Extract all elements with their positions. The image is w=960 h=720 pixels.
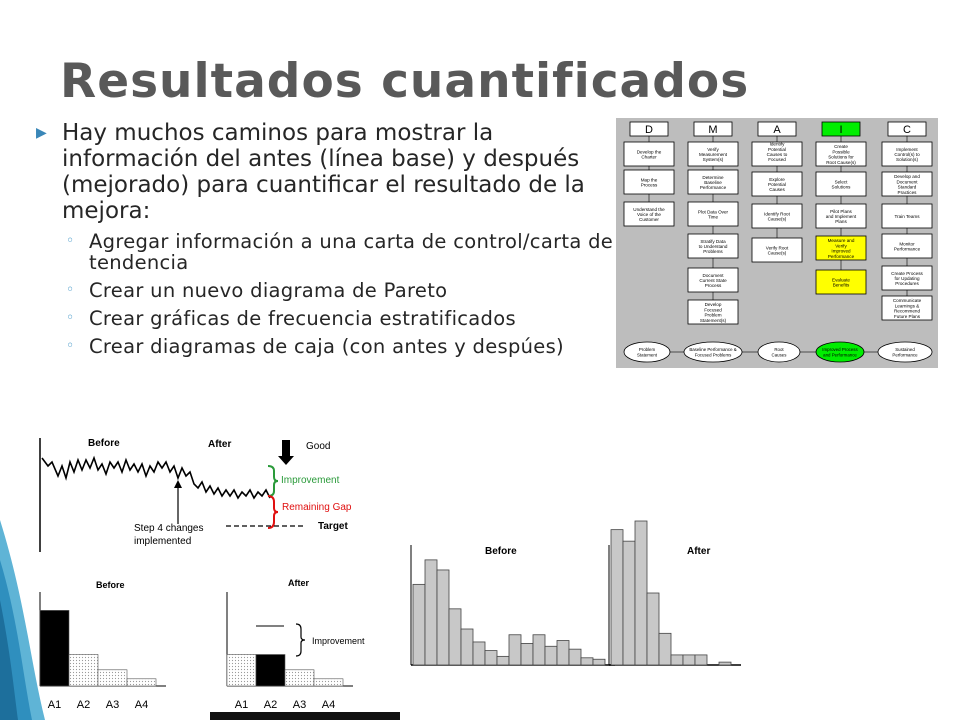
dmaic-flow-text: Improved Process: [822, 347, 858, 352]
main-bullet-text: Hay muchos caminos para mostrar la información del antes (línea base) y después (mejorado) para cuantificar el resultado de la mejora:: [62, 120, 585, 224]
trend-line: [42, 458, 270, 498]
dmaic-step-text: Explore: [769, 176, 785, 182]
hist-before-bar: [521, 643, 533, 665]
hist-after-bar: [659, 633, 671, 665]
dmaic-step-text: Identify: [769, 141, 785, 147]
dmaic-step-text: Root Cause(s): [826, 159, 856, 165]
dmaic-step-text: Benefits: [832, 282, 850, 288]
dmaic-step-text: Implement: [896, 146, 918, 152]
dmaic-step-text: Statement(s): [699, 317, 727, 323]
circle-bullet-icon: ◦: [66, 282, 75, 298]
dmaic-step-text: Possible: [832, 149, 850, 155]
good-arrow-icon: [278, 440, 294, 465]
dmaic-step-text: Baseline: [704, 180, 722, 185]
dmaic-step-text: Process: [704, 283, 722, 289]
pareto-after-category-label: A4: [321, 699, 336, 711]
improvement-brace: [268, 466, 278, 496]
dmaic-flow-text: Performance: [892, 352, 918, 358]
dmaic-step-text: Practices: [897, 189, 917, 195]
dmaic-step-text: Causes: [769, 187, 785, 193]
dmaic-step-text: Process: [640, 182, 658, 188]
dmaic-step-text: Procedures: [895, 281, 919, 287]
hist-after-bar: [635, 521, 647, 665]
pareto-before-category-label: A1: [47, 699, 62, 711]
dmaic-step-text: Learnings &: [894, 303, 920, 309]
hist-before-bar: [473, 642, 485, 665]
hist-before-chart: [411, 545, 615, 665]
dmaic-step-text: Cause(s): [767, 250, 787, 256]
dmaic-step-text: Time: [707, 214, 719, 220]
hist-after-bar: [719, 662, 731, 665]
dmaic-roadmap-diagram: [616, 118, 938, 368]
pareto-before-category-label: A3: [105, 699, 120, 711]
pareto-after-category-label: A2: [263, 699, 278, 711]
dmaic-flow-text: Focused Problems: [694, 352, 732, 358]
step-note-line2: implemented: [134, 536, 192, 547]
dmaic-step-text: Pilot Plans: [830, 208, 852, 214]
sub-bullet: [36, 280, 616, 301]
pareto-improvement-label: Improvement: [312, 636, 365, 646]
hist-after-title: After: [687, 546, 711, 557]
dmaic-flow-text: and Performance: [823, 352, 857, 358]
dmaic-step-text: Plot Data Over: [697, 209, 729, 215]
hist-before-bar: [437, 570, 449, 665]
dmaic-step-text: Standard: [897, 184, 917, 190]
dmaic-step-text: for Updating: [894, 276, 920, 281]
pareto-before-bar: [127, 679, 156, 686]
hist-before-bar: [533, 635, 545, 665]
dmaic-step-text: Performance: [827, 253, 855, 259]
dmaic-step-text: Measure and: [827, 238, 855, 244]
dmaic-phase-label: C: [903, 124, 911, 136]
sub-bullet: [36, 336, 616, 357]
dmaic-step-text: Future Plans: [893, 313, 921, 319]
dmaic-step-text: System(s): [702, 157, 724, 163]
dmaic-flow-text: Sustained: [895, 347, 915, 352]
hist-after-chart: [609, 521, 741, 665]
dmaic-step-text: Measurement: [698, 152, 728, 157]
pareto-after-chart: [227, 592, 353, 711]
dmaic-step-text: Develop and: [894, 174, 920, 180]
dmaic-step-text: Recommend: [893, 308, 921, 314]
dmaic-step-text: Develop the: [636, 149, 662, 155]
bullet-list: [36, 120, 616, 357]
pareto-after-category-label: A3: [292, 699, 307, 711]
dmaic-step-text: Customer: [639, 217, 659, 223]
hist-before-bar: [581, 658, 593, 665]
dmaic-step-text: Performance: [699, 185, 727, 191]
pareto-before-chart: [40, 592, 166, 711]
dmaic-step-text: Causes to: [766, 152, 788, 157]
dmaic-phase-label: M: [708, 124, 718, 136]
hist-before-bar: [413, 584, 425, 665]
dmaic-step-text: Determine: [702, 174, 724, 180]
hist-before-bar: [461, 629, 473, 665]
dmaic-step-text: Create: [834, 144, 848, 150]
pareto-improvement-brace: [296, 624, 305, 656]
hist-before-bar: [593, 659, 605, 665]
dmaic-step-text: Document: [702, 272, 724, 278]
arrow-bullet-icon: ▶: [36, 125, 47, 141]
dmaic-step-text: Solutions for: [828, 154, 854, 160]
dmaic-step-text: Verify: [707, 146, 719, 152]
dmaic-step-text: Problems: [703, 249, 723, 255]
slide-title: Resultados cuantificados: [60, 54, 750, 109]
pareto-charts: [30, 572, 375, 712]
remaining-gap-brace: [268, 496, 278, 528]
hist-after-bar: [695, 655, 707, 665]
dmaic-step-text: Charter: [641, 154, 657, 160]
hist-before-bar: [557, 641, 569, 665]
trend-before-label: Before: [88, 438, 120, 449]
dmaic-flow-text: Statement: [636, 352, 658, 358]
pareto-before-bar: [69, 655, 98, 687]
dmaic-step-text: Create Process: [891, 270, 923, 276]
dmaic-step-text: Potential: [768, 146, 786, 152]
dmaic-step-text: Document: [896, 179, 918, 185]
dmaic-step-text: Improved: [831, 248, 851, 254]
dmaic-step-text: Plans: [835, 219, 847, 225]
step-note-line1: Step 4 changes: [134, 523, 204, 534]
dmaic-step-text: Focused: [704, 307, 722, 313]
hist-before-bar: [449, 609, 461, 665]
dmaic-step-text: Train Teams: [894, 214, 920, 219]
dmaic-step-text: Stratify Data: [700, 238, 726, 244]
sub-bullet: [36, 231, 616, 273]
hist-after-bar: [671, 655, 683, 665]
dmaic-flow-text: Causes: [771, 352, 787, 358]
pareto-after-bar: [285, 670, 314, 686]
target-label: Target: [318, 521, 348, 532]
hist-after-bar: [611, 530, 623, 665]
sub-bullet-text: Crear gráficas de frecuencia estratificados: [89, 307, 516, 330]
dmaic-phase-label: D: [645, 124, 653, 136]
pareto-before-bar: [40, 610, 69, 686]
hist-before-bar: [425, 560, 437, 665]
trend-after-label: After: [208, 439, 232, 450]
dmaic-flow-text: Problem: [638, 347, 656, 352]
dmaic-flow-text: Root: [774, 347, 784, 352]
circle-bullet-icon: ◦: [66, 338, 75, 354]
pareto-after-bar: [256, 655, 285, 687]
dmaic-step-text: and Implement: [825, 214, 857, 219]
trend-chart: [36, 432, 376, 557]
circle-bullet-icon: ◦: [66, 310, 75, 326]
step-arrow-icon: [174, 480, 182, 488]
dmaic-step-text: Problem: [704, 312, 722, 318]
pareto-before-title: Before: [96, 580, 125, 590]
improvement-label: Improvement: [281, 475, 340, 486]
hist-before-bar: [485, 651, 497, 665]
sub-bullet-text: Crear un nuevo diagrama de Pareto: [89, 279, 448, 302]
dmaic-step-text: Current State: [699, 278, 727, 283]
remaining-gap-label: Remaining Gap: [282, 502, 352, 513]
pareto-before-category-label: A4: [134, 699, 149, 711]
pareto-after-bar: [314, 679, 343, 686]
dmaic-step-text: Verify: [835, 243, 847, 249]
hist-before-bar: [569, 649, 581, 665]
hist-after-bar: [647, 593, 659, 665]
dmaic-step-text: Cause(s): [767, 216, 787, 222]
dmaic-step-text: Identify Root: [764, 211, 790, 217]
dmaic-step-text: Select: [834, 179, 848, 185]
pareto-after-category-label: A1: [234, 699, 249, 711]
hist-after-bar: [683, 655, 695, 665]
dmaic-step-text: Control(s) to: [894, 152, 920, 157]
hist-after-bar: [623, 541, 635, 665]
hist-before-bar: [545, 646, 557, 665]
pareto-before-category-label: A2: [76, 699, 91, 711]
dmaic-phase-label: A: [773, 124, 781, 136]
dmaic-step-text: Monitor: [899, 241, 915, 247]
dmaic-phase-label: I: [839, 124, 843, 136]
dmaic-step-text: Voice of the: [636, 212, 662, 217]
main-bullet: [36, 120, 616, 224]
dmaic-step-text: Focused: [768, 157, 786, 163]
hist-before-title: Before: [485, 546, 517, 557]
dmaic-step-text: to Understand: [698, 244, 728, 249]
dmaic-step-text: Potential: [768, 182, 786, 187]
pareto-after-title: After: [288, 578, 310, 588]
sub-bullet-text: Agregar información a una carta de control/carta de tendencia: [89, 230, 614, 274]
sub-bullet-text: Crear diagramas de caja (con antes y despúes): [89, 335, 564, 358]
dmaic-step-text: Verify Root: [765, 245, 789, 251]
circle-bullet-icon: ◦: [66, 233, 75, 249]
dmaic-step-text: Solutions: [831, 184, 851, 190]
dmaic-step-text: Solution(s): [896, 157, 918, 163]
dmaic-flow-text: Baseline Performance &: [689, 347, 737, 352]
pareto-before-bar: [98, 670, 127, 686]
dmaic-step-text: Map the: [640, 177, 658, 183]
frequency-histograms: [405, 515, 800, 670]
dmaic-step-text: Performance: [893, 246, 921, 252]
dmaic-step-text: Evaluate: [832, 277, 850, 283]
good-label: Good: [306, 441, 331, 452]
sub-bullet: [36, 308, 616, 329]
dmaic-step-text: Understand the: [633, 206, 665, 212]
pareto-after-bar: [227, 655, 256, 687]
hist-before-bar: [497, 656, 509, 665]
dmaic-step-text: Communicate: [892, 298, 922, 304]
hist-before-bar: [509, 635, 521, 665]
dmaic-step-text: Develop: [704, 302, 722, 308]
